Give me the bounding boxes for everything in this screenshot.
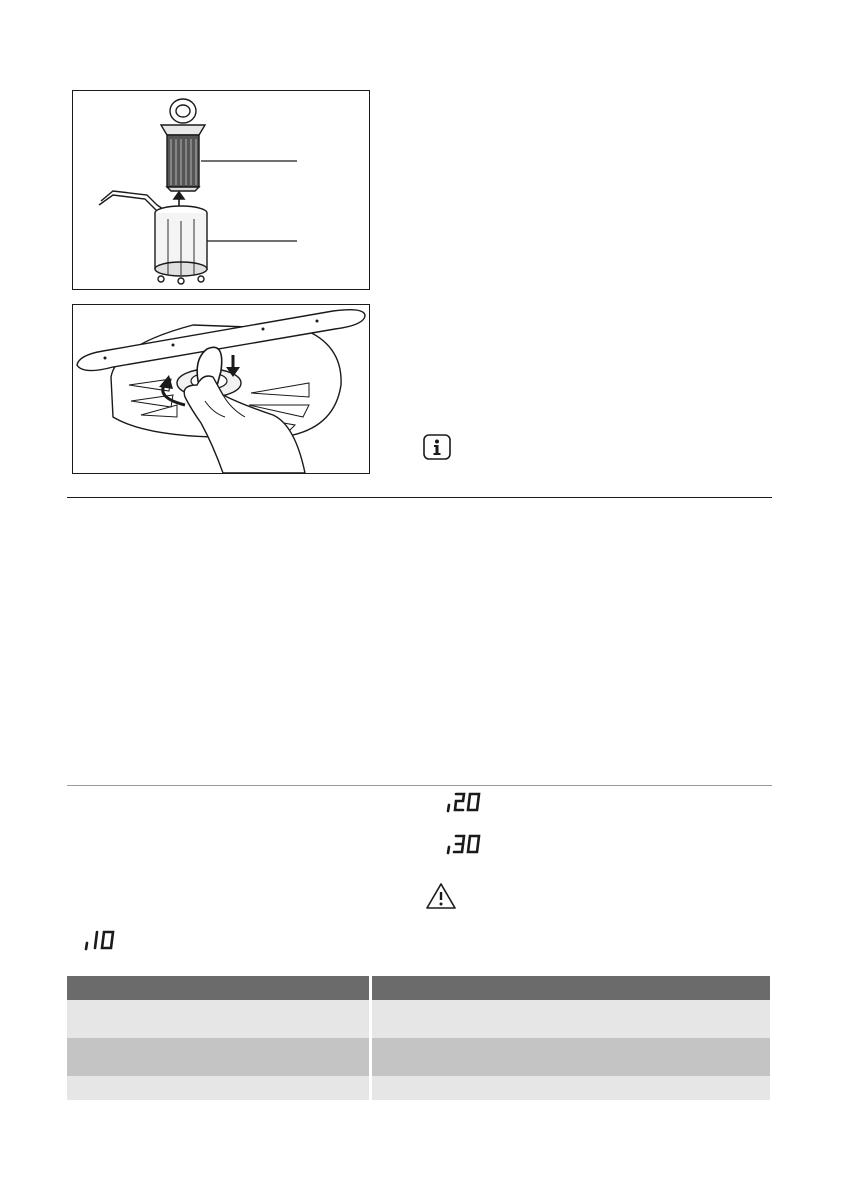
error-code-i20 — [446, 790, 486, 814]
table-row — [67, 1076, 770, 1100]
filter-illustration — [73, 91, 369, 289]
table-cell — [371, 1076, 771, 1100]
section-divider-middle — [67, 785, 772, 786]
table-header-problem — [67, 976, 371, 1000]
table-cell — [371, 1000, 771, 1038]
spray-arm-figure — [72, 304, 370, 474]
table-header-solution — [371, 976, 771, 1000]
seven-segment-display — [446, 832, 486, 856]
table-cell — [371, 1038, 771, 1076]
table-row — [67, 1038, 770, 1076]
table-row — [67, 1000, 770, 1038]
table-cell — [67, 1000, 371, 1038]
seven-segment-display — [446, 790, 486, 814]
seven-segment-display — [84, 928, 124, 952]
info-icon — [423, 434, 451, 465]
table-cell — [67, 1038, 371, 1076]
spray-arm-illustration — [73, 305, 369, 473]
filter-figure — [72, 90, 370, 290]
section-divider-top — [67, 497, 772, 498]
error-code-i10 — [84, 928, 124, 952]
table-header-row — [67, 976, 770, 1000]
troubleshooting-table — [67, 976, 770, 1100]
error-code-i30 — [446, 832, 486, 856]
table-cell — [67, 1076, 371, 1100]
warning-triangle-icon — [425, 882, 457, 915]
